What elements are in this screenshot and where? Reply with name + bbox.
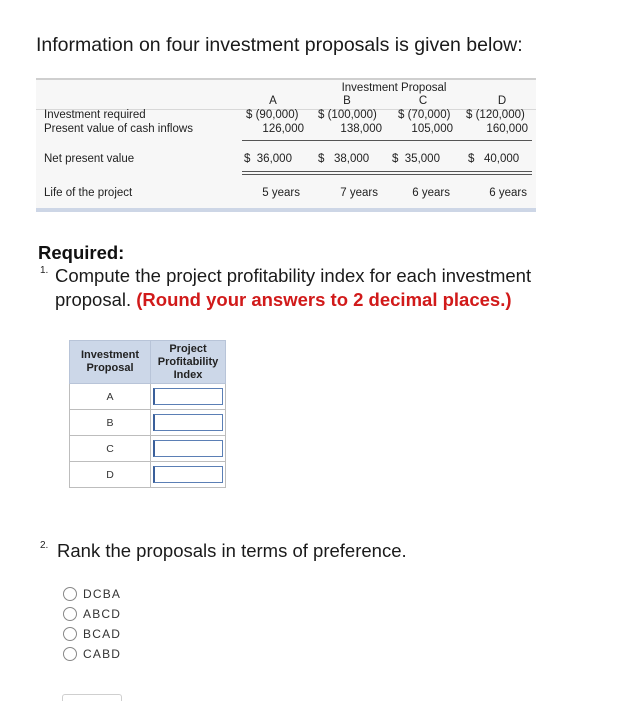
answer-col-header-index-l2: Profitability xyxy=(157,355,219,368)
index-cell-c xyxy=(151,436,226,462)
cell-b-investment: $ (100,000) xyxy=(318,109,377,121)
proposal-cell-d: D xyxy=(70,462,151,488)
cell-b-npv: $ 38,000 xyxy=(318,153,370,165)
cell-d-investment: $ (120,000) xyxy=(466,109,525,121)
total-rule-1 xyxy=(242,171,532,172)
radio-icon[interactable] xyxy=(63,607,77,621)
question-2-number: 2. xyxy=(40,540,49,551)
question-1-line2-text: proposal. xyxy=(55,289,132,310)
option-cabd[interactable] xyxy=(63,647,121,661)
row-label-pv: Present value of cash inflows xyxy=(44,123,193,135)
option-bcad[interactable] xyxy=(63,627,121,641)
group-header: Investment Proposal xyxy=(341,82,447,94)
table-row xyxy=(70,410,226,436)
index-cell-b xyxy=(151,410,226,436)
answer-col-header-index xyxy=(151,341,226,384)
answer-table xyxy=(69,340,226,488)
subtotal-rule xyxy=(242,140,532,141)
table-row xyxy=(70,462,226,488)
radio-icon[interactable] xyxy=(63,587,77,601)
question-1-line2 xyxy=(55,288,531,312)
rounding-instruction: (Round your answers to 2 decimal places.) xyxy=(136,289,512,310)
col-header-c: C xyxy=(418,95,428,107)
option-abcd[interactable] xyxy=(63,607,121,621)
answer-col-header-index-l1: Project xyxy=(169,342,207,355)
option-label-cabd: CABD xyxy=(83,647,122,661)
page-heading: Information on four investment proposals is given below: xyxy=(36,34,523,56)
option-label-dcba: DCBA xyxy=(83,587,122,601)
total-rule-2 xyxy=(242,174,532,175)
table-row xyxy=(70,384,226,410)
table-row xyxy=(70,436,226,462)
info-table xyxy=(36,78,536,212)
proposal-cell-b: B xyxy=(70,410,151,436)
option-label-abcd: ABCD xyxy=(83,607,122,621)
table-bottom-rule xyxy=(36,208,536,212)
cell-b-pv: 138,000 xyxy=(340,123,382,135)
cell-a-pv: 126,000 xyxy=(262,123,304,135)
question-1-number: 1. xyxy=(40,265,49,276)
index-input-a[interactable] xyxy=(153,388,223,405)
col-header-d: D xyxy=(497,95,507,107)
cell-c-npv: $ 35,000 xyxy=(392,153,440,165)
required-heading: Required: xyxy=(38,242,125,263)
question-2-text: Rank the proposals in terms of preference. xyxy=(57,540,407,561)
question-1-text xyxy=(55,264,531,312)
table-top-rule xyxy=(36,78,536,80)
answer-col-header-proposal-l2: Proposal xyxy=(86,362,134,374)
answer-col-header-proposal-l1: Investment xyxy=(80,349,140,361)
radio-icon[interactable] xyxy=(63,647,77,661)
index-input-b[interactable] xyxy=(153,414,223,431)
cell-a-life: 5 years xyxy=(262,187,300,199)
cell-c-life: 6 years xyxy=(412,187,450,199)
option-dcba[interactable] xyxy=(63,587,121,601)
col-header-a: A xyxy=(269,95,277,107)
index-input-c[interactable] xyxy=(153,440,223,457)
cell-b-life: 7 years xyxy=(340,187,378,199)
answer-col-header-index-l3: Index xyxy=(173,368,203,381)
cell-c-pv: 105,000 xyxy=(411,123,453,135)
proposal-cell-c: C xyxy=(70,436,151,462)
option-label-bcad: BCAD xyxy=(83,627,122,641)
index-input-d[interactable] xyxy=(153,466,223,483)
cell-d-life: 6 years xyxy=(489,187,527,199)
cell-d-pv: 160,000 xyxy=(486,123,528,135)
index-cell-a xyxy=(151,384,226,410)
index-cell-d xyxy=(151,462,226,488)
question-1-line1: Compute the project profitability index for each investment xyxy=(55,265,532,286)
proposal-cell-a: A xyxy=(70,384,151,410)
cell-d-npv: $ 40,000 xyxy=(468,153,520,165)
answer-col-header-proposal xyxy=(70,341,151,384)
cell-a-investment: $ (90,000) xyxy=(246,109,299,121)
row-label-life: Life of the project xyxy=(44,187,133,199)
row-label-npv: Net present value xyxy=(44,153,135,165)
cell-c-investment: $ (70,000) xyxy=(398,109,451,121)
radio-icon[interactable] xyxy=(63,627,77,641)
col-header-b: B xyxy=(343,95,351,107)
row-label-investment: Investment required xyxy=(44,109,146,121)
cell-a-npv: $ 36,000 xyxy=(244,153,292,165)
